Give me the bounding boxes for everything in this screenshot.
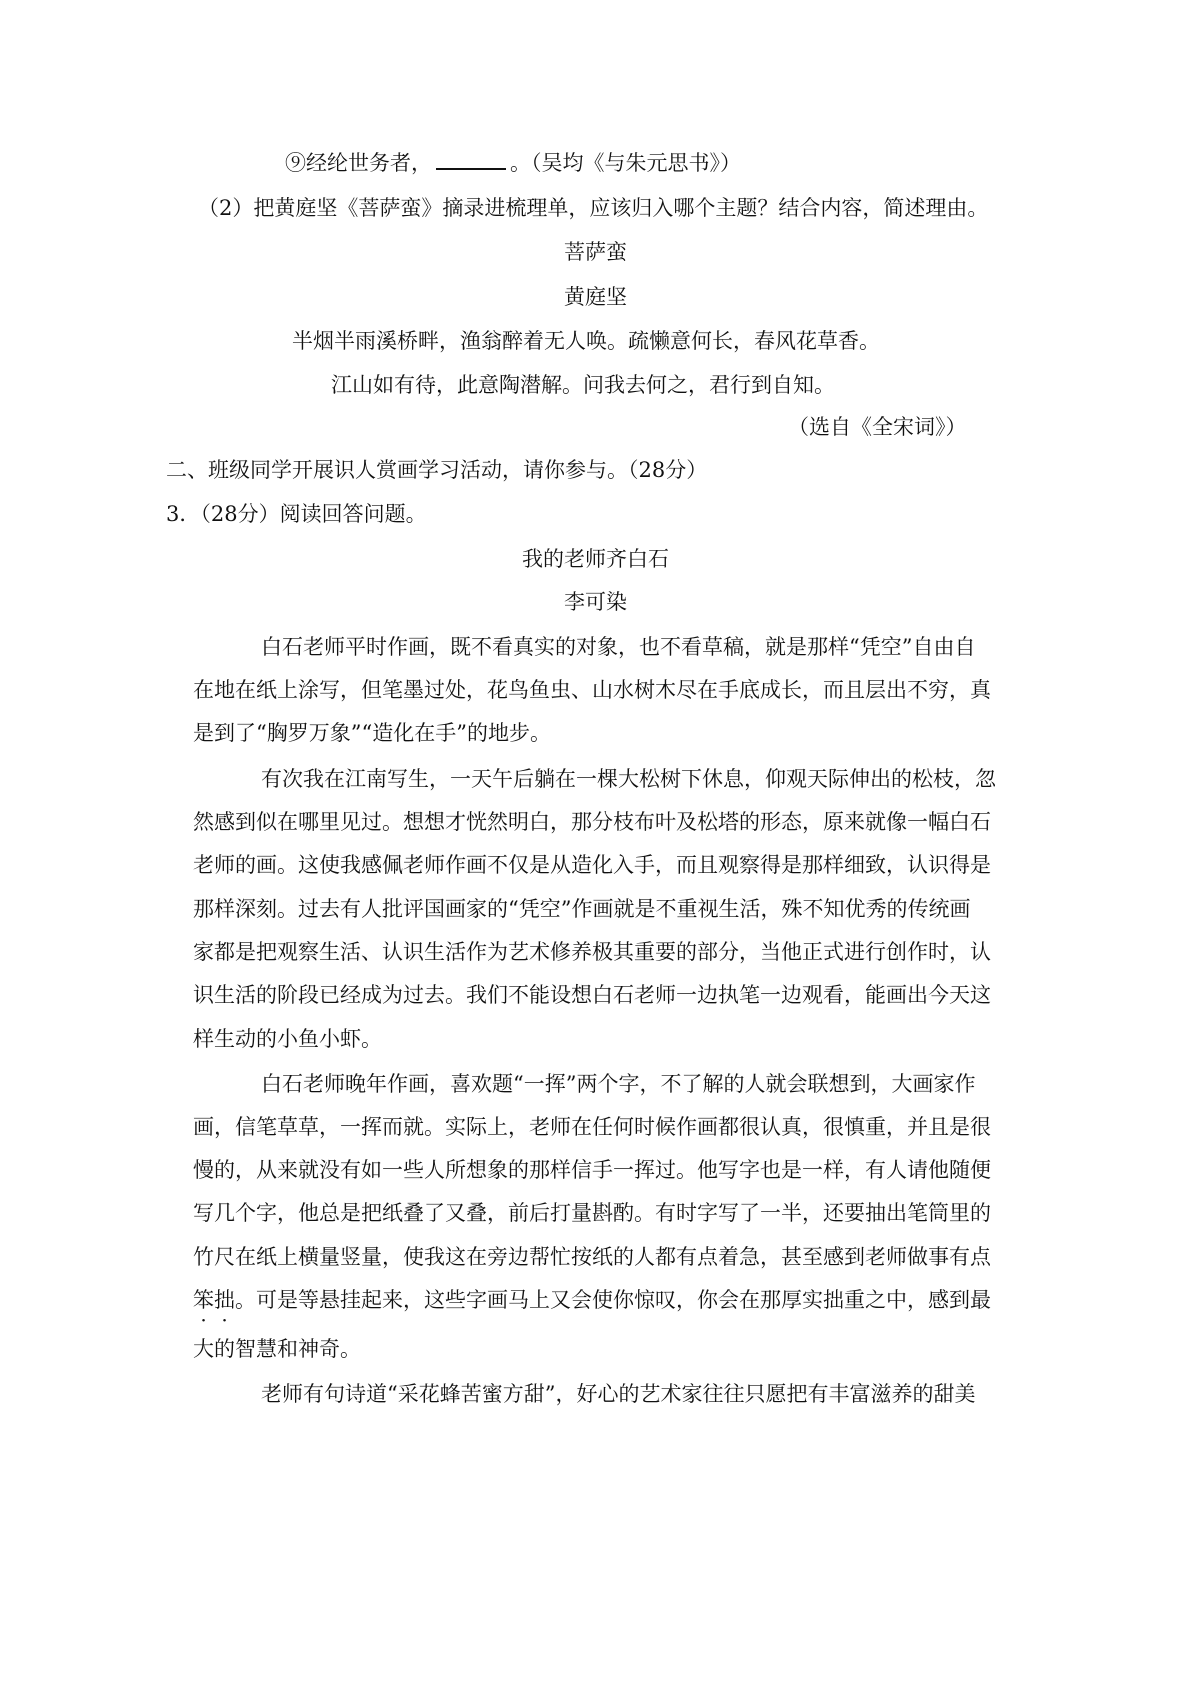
p1-line-3: 是到了“胸罗万象”“造化在手”的地步。 — [193, 721, 551, 745]
p2-line-2: 然感到似在哪里见过。想想才恍然明白，那分枝布叶及松塔的形态，原来就像一幅白石 — [193, 810, 991, 834]
poem-line-1: 半烟半雨溪桥畔，渔翁醉着无人唤。疏懒意何长，春风花草香。 — [292, 329, 880, 353]
poem-fill-item-9 — [285, 148, 741, 177]
question-2: （2）把黄庭坚《菩萨蛮》摘录进梳理单，应该归入哪个主题？结合内容，简述理由。 — [198, 196, 989, 220]
p3-line-1: 白石老师晚年作画，喜欢题“一挥”两个字，不了解的人就会联想到，大画家作 — [261, 1072, 976, 1096]
poem-source: （选自《全宋词》） — [788, 415, 967, 439]
item9-prefix: ⑨经纶世务者， — [285, 151, 432, 175]
p3-line-4: 写几个字，他总是把纸叠了又叠，前后打量斟酌。有时字写了一半，还要抽出笔筒里的 — [193, 1201, 991, 1225]
p3-line-7: 大的智慧和神奇。 — [193, 1337, 361, 1361]
p2-line-1: 有次我在江南写生，一天午后躺在一棵大松树下休息，仰观天际伸出的松枝，忽 — [261, 767, 996, 791]
poem-title: 菩萨蛮 — [564, 240, 627, 264]
p2-line-7: 样生动的小鱼小虾。 — [193, 1027, 382, 1051]
question-3: 3．（28分）阅读回答问题。 — [166, 502, 427, 526]
p3-line-3: 慢的，从来就没有如一些人所想象的那样信手一挥过。他写字也是一样，有人请他随便 — [193, 1158, 991, 1182]
answer-blank[interactable] — [436, 148, 506, 170]
emphasized-char: 拙 — [214, 1288, 235, 1312]
p2-line-5: 家都是把观察生活、认识生活作为艺术修养极其重要的部分，当他正式进行创作时，认 — [193, 940, 991, 964]
poem-line-2: 江山如有待，此意陶潜解。问我去何之，君行到自知。 — [331, 373, 835, 397]
article-title: 我的老师齐白石 — [522, 547, 669, 571]
p4-line-1: 老师有句诗道“采花蜂苦蜜方甜”，好心的艺术家往往只愿把有丰富滋养的甜美 — [261, 1382, 976, 1406]
p2-line-3: 老师的画。这使我感佩老师作画不仅是从造化入手，而且观察得是那样细致，认识得是 — [193, 853, 991, 877]
p1-line-2: 在地在纸上涂写，但笔墨过处，花鸟鱼虫、山水树木尽在手底成长，而且层出不穷，真 — [193, 678, 991, 702]
p1-line-1: 白石老师平时作画，既不看真实的对象，也不看草稿，就是那样“凭空”自由自 — [261, 635, 976, 659]
p2-line-4: 那样深刻。过去有人批评国画家的“凭空”作画就是不重视生活，殊不知优秀的传统画 — [193, 897, 971, 921]
p3-line-6-rest: 。可是等悬挂起来，这些字画马上又会使你惊叹，你会在那厚实拙重之中，感到最 — [235, 1288, 991, 1312]
item9-suffix: 。（吴均《与朱元思书》） — [510, 151, 741, 175]
emphasized-char: 笨 — [193, 1288, 214, 1312]
poem-author: 黄庭坚 — [564, 285, 627, 309]
p2-line-6: 识生活的阶段已经成为过去。我们不能设想白石老师一边执笔一边观看，能画出今天这 — [193, 983, 991, 1007]
p3-line-2: 画，信笔草草，一挥而就。实际上，老师在任何时候作画都很认真，很慎重，并且是很 — [193, 1115, 991, 1139]
article-author: 李可染 — [564, 590, 627, 614]
p3-line-6 — [193, 1286, 991, 1314]
section-2-heading: 二、班级同学开展识人赏画学习活动，请你参与。（28分） — [166, 458, 708, 482]
p3-line-5: 竹尺在纸上横量竖量，使我这在旁边帮忙按纸的人都有点着急，甚至感到老师做事有点 — [193, 1245, 991, 1269]
